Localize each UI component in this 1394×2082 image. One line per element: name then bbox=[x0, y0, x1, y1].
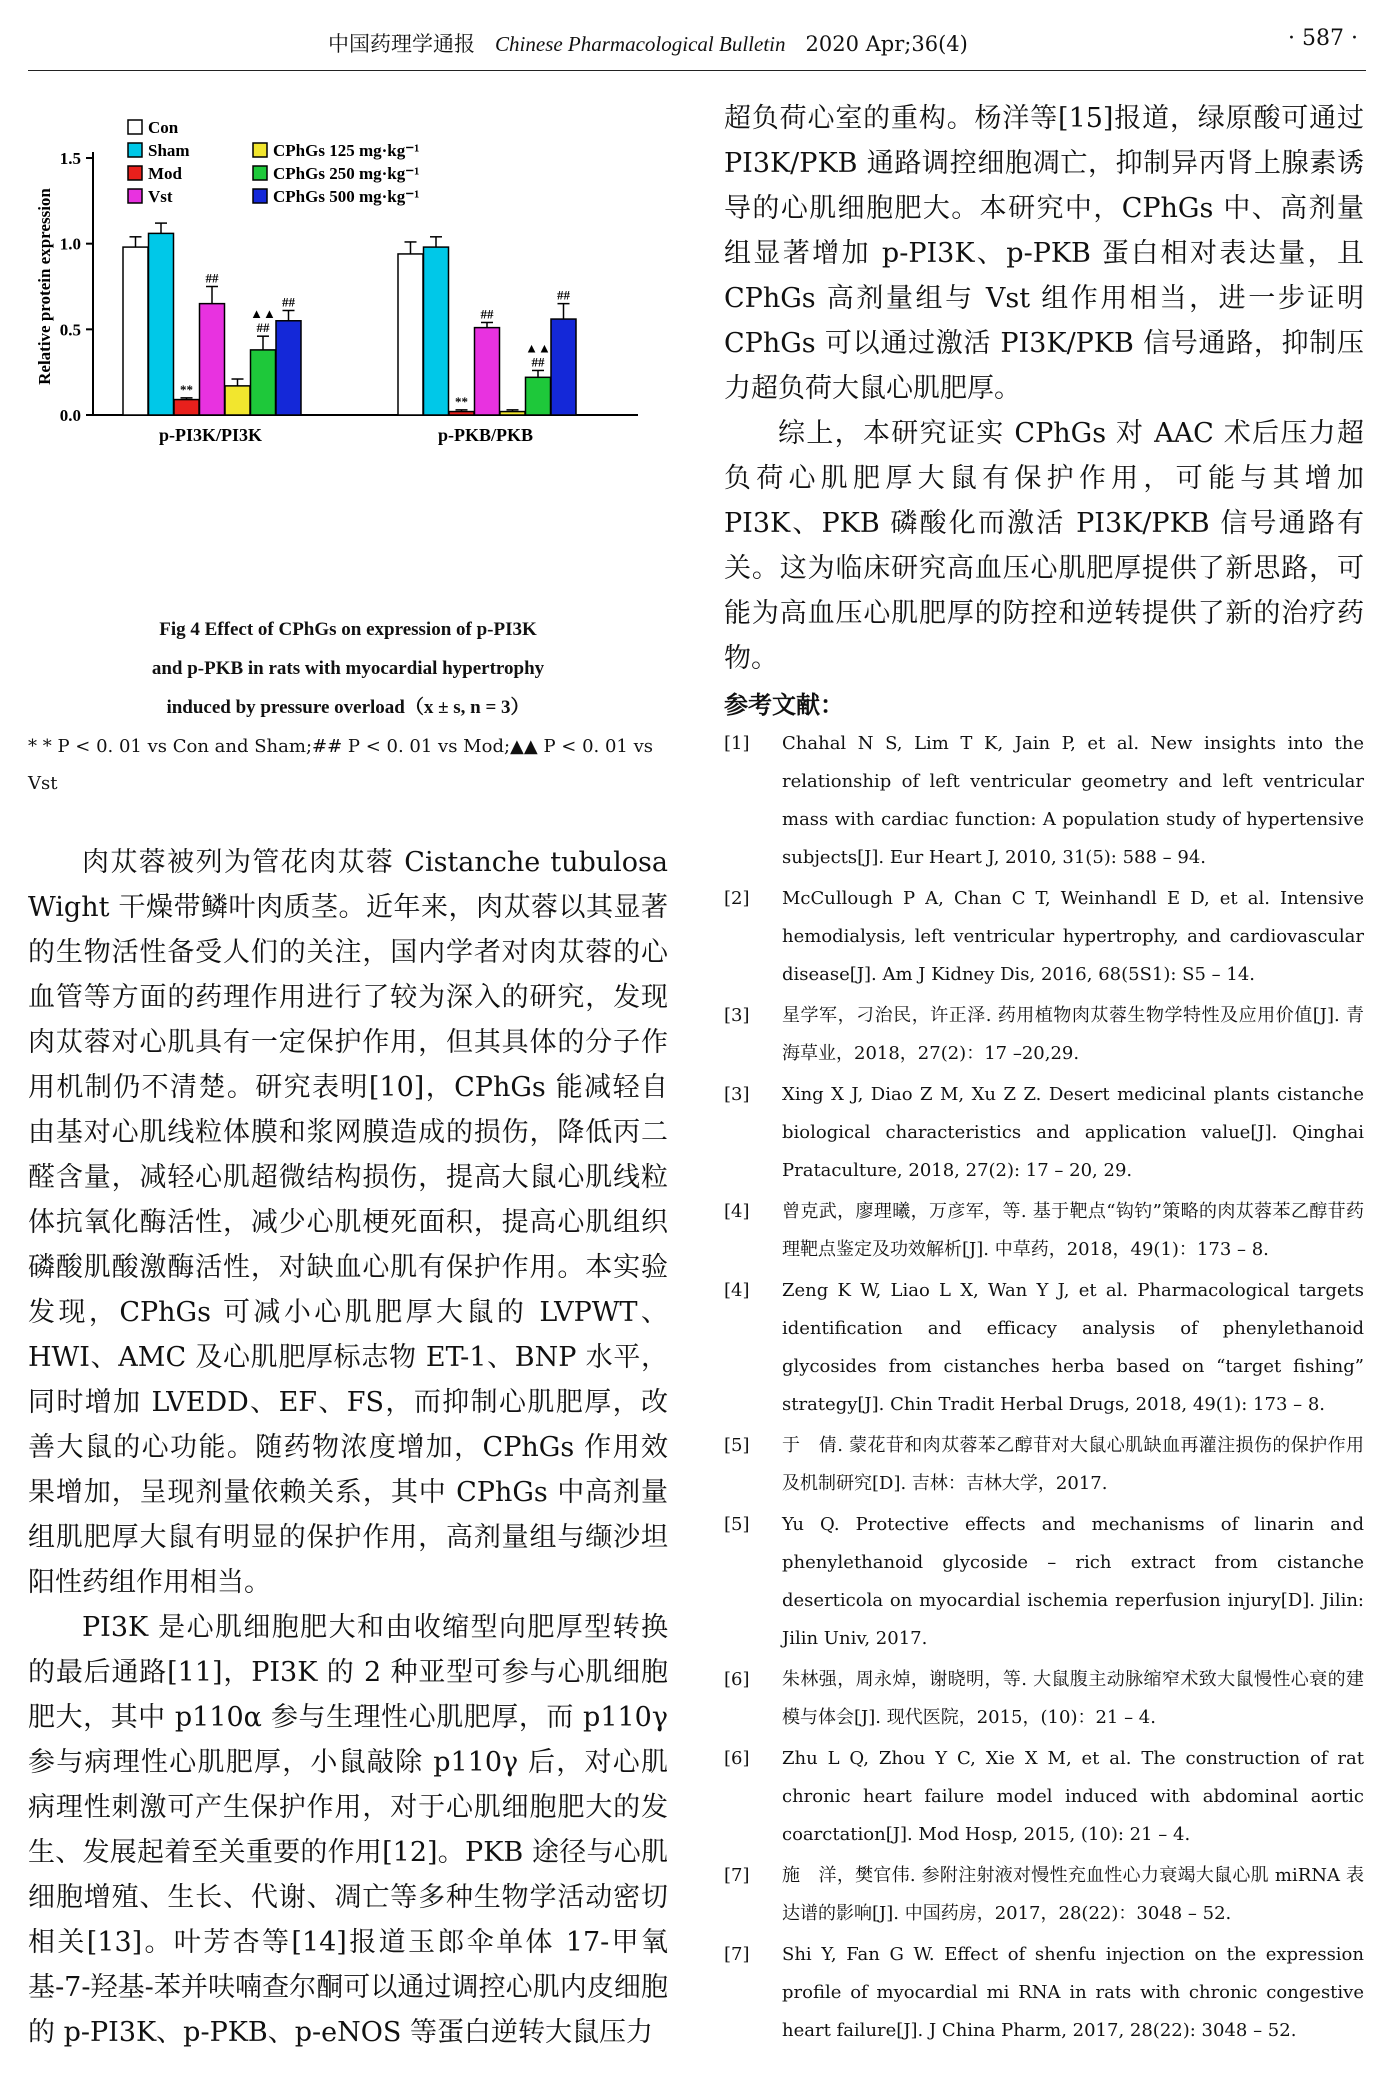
figure-caption bbox=[28, 610, 668, 727]
reference-text: Xing X J, Diao Z M, Xu Z Z. Desert medicinal plants cistanche biological characteristics and application value[J]. Qinghai Prataculture, 2018, 27(2): 17 – 20, 29. bbox=[782, 1084, 1364, 1181]
legend-swatch bbox=[128, 189, 142, 203]
significance-mark: ▲▲ bbox=[525, 340, 551, 356]
body-paragraph: 肉苁蓉被列为管花肉苁蓉 Cistanche tubulosa Wight 干燥带鳞叶肉质茎。近年来，肉苁蓉以其显著的生物活性备受人们的关注，国内学者对肉苁蓉的心血管等方面的药理作用进行了较为深入的研究，发现肉苁蓉对心肌具有一定保护作用，但其具体的分子作用机制仍不清楚。研究表明[10]，CPhGs 能减轻自由基对心肌线粒体膜和浆网膜造成的损伤，降低丙二醛含量，减轻心肌超微结构损伤，提高大鼠心肌线粒体抗氧化酶活性，减少心肌梗死面积，提高心肌组织磷酸肌酸激酶活性，对缺血心肌有保护作用。本实验发现，CPhGs 可减小心肌肥厚大鼠的 LVPWT、HWI、AMC 及心肌肥厚标志物 ET-1、BNP 水平，同时增加 LVEDD、EF、FS，而抑制心肌肥厚，改善大鼠的心功能。随药物浓度增加，CPhGs 作用效果增加，呈现剂量依赖关系，其中 CPhGs 中高剂量组肌肥厚大鼠有明显的保护作用，高剂量组与缬沙坦阳性药组作用相当。 bbox=[28, 847, 668, 1598]
significance-mark: ▲▲ bbox=[250, 306, 276, 322]
bar bbox=[551, 319, 576, 415]
significance-mark: ## bbox=[282, 294, 295, 310]
bar bbox=[251, 350, 276, 415]
reference-item bbox=[724, 1076, 1364, 1190]
reference-item bbox=[724, 1857, 1364, 1933]
reference-text: Zhu L Q, Zhou Y C, Xie X M, et al. The construction of rat chronic heart failure model induced with abdominal aortic coarctation[J]. Mod Hosp, 2015, (10): 21 – 4. bbox=[782, 1748, 1364, 1845]
y-tick-label: 0.0 bbox=[59, 406, 81, 425]
body-paragraph: PI3K 是心肌细胞肥大和由收缩型向肥厚型转换的最后通路[11]，PI3K 的 2 种亚型可参与心肌细胞肥大，其中 p110α 参与生理性心肌肥厚，而 p110γ 参与病理性心肌肥厚，小鼠敲除 p110γ 后，对心肌病理性刺激可产生保护作用，对于心肌细胞肥大的发生、发展起着至关重要的作用[12]。PKB 途径与心肌细胞增殖、生长、代谢、凋亡等多种生物学活动密切相关[13]。叶芳杏等[14]报道玉郎伞单体 17-甲氧基-7-羟基-苯并呋喃查尔酮可以通过调控心肌内皮细胞的 p-PI3K、p-PKB、p-eNOS 等蛋白逆转大鼠压力 bbox=[28, 1612, 668, 2048]
legend-label: CPhGs 500 mg·kg⁻¹ bbox=[273, 187, 420, 206]
reference-item bbox=[724, 1740, 1364, 1854]
bar bbox=[123, 247, 148, 415]
journal-info bbox=[328, 28, 968, 58]
reference-number: [5] bbox=[724, 1514, 750, 1535]
legend-swatch bbox=[128, 120, 142, 134]
reference-text: 施 洋，樊官伟. 参附注射液对慢性充血性心力衰竭大鼠心肌 miRNA 表达谱的影响[J]. 中国药房，2017，28(22)：3048 – 52. bbox=[782, 1865, 1364, 1924]
legend-label: Mod bbox=[148, 164, 182, 183]
reference-text: Shi Y, Fan G W. Effect of shenfu injection on the expression profile of myocardial mi RNA in rats with chronic congestive heart failure[J]. J China Pharm, 2017, 28(22): 3048 – 52. bbox=[782, 1944, 1364, 2041]
reference-number: [5] bbox=[724, 1435, 750, 1456]
reference-text: Chahal N S, Lim T K, Jain P, et al. New insights into the relationship of left ventricular geometry and left ventricular mass with cardiac function: A population study of hypertensive subjects[J]. Eur Heart J, 2010, 31(5): 588 – 94. bbox=[782, 733, 1364, 868]
journal-name-cn: 中国药理学通报 bbox=[328, 32, 475, 56]
reference-number: [3] bbox=[724, 1084, 750, 1105]
reference-number: [6] bbox=[724, 1748, 750, 1769]
reference-text: 朱林强，周永焯，谢晓明，等. 大鼠腹主动脉缩窄术致大鼠慢性心衰的建模与体会[J]. 现代医院，2015，(10)：21 – 4. bbox=[782, 1669, 1364, 1728]
significance-mark: ** bbox=[180, 381, 193, 397]
bar bbox=[526, 377, 551, 415]
bar bbox=[276, 321, 301, 415]
bar bbox=[200, 304, 225, 415]
reference-text: McCullough P A, Chan C T, Weinhandl E D, et al. Intensive hemodialysis, left ventricular hypertrophy, and cardiovascular disease[J]. Am J Kidney Dis, 2016, 68(5S1): S5 – 14. bbox=[782, 888, 1364, 985]
body-paragraph: 超负荷心室的重构。杨洋等[15]报道，绿原酸可通过 PI3K/PKB 通路调控细胞凋亡，抑制异丙肾上腺素诱导的心肌细胞肥大。本研究中，CPhGs 中、高剂量组显著增加 p-PI3K、p-PKB 蛋白相对表达量，且 CPhGs 高剂量组与 Vst 组作用相当，进一步证明 CPhGs 可以通过激活 PI3K/PKB 信号通路，抑制压力超负荷大鼠心肌肥厚。 bbox=[724, 103, 1364, 404]
y-tick-label: 1.0 bbox=[59, 234, 81, 254]
legend-label: Sham bbox=[148, 141, 190, 160]
bar bbox=[225, 386, 250, 415]
reference-item bbox=[724, 725, 1364, 877]
reference-number: [4] bbox=[724, 1201, 750, 1222]
figure-note: * * P < 0. 01 vs Con and Sham;## P < 0. 01 vs Mod;▲▲ P < 0. 01 vs Vst bbox=[28, 736, 654, 794]
significance-mark: ## bbox=[531, 354, 545, 370]
legend-swatch bbox=[128, 166, 142, 180]
legend-swatch bbox=[128, 143, 142, 157]
reference-number: [1] bbox=[724, 733, 750, 754]
reference-item bbox=[724, 1506, 1364, 1658]
reference-item bbox=[724, 880, 1364, 994]
reference-item bbox=[724, 1936, 1364, 2050]
reference-number: [7] bbox=[724, 1944, 750, 1965]
reference-number: [3] bbox=[724, 1005, 750, 1026]
significance-mark: ## bbox=[480, 306, 494, 322]
references-title: 参考文献： bbox=[724, 690, 844, 719]
left-column-text bbox=[28, 840, 668, 2055]
right-column-text bbox=[724, 96, 1364, 681]
significance-mark: ## bbox=[557, 287, 570, 303]
bar-chart bbox=[28, 118, 668, 588]
significance-mark: ## bbox=[256, 320, 270, 336]
reference-number: [4] bbox=[724, 1280, 750, 1301]
legend-label: Con bbox=[148, 118, 179, 137]
legend-label: CPhGs 125 mg·kg⁻¹ bbox=[273, 141, 420, 160]
reference-item bbox=[724, 1427, 1364, 1503]
caption-line-3: induced by pressure overload（x ± s, n = 3） bbox=[166, 697, 530, 718]
journal-issue: 2020 Apr;36(4) bbox=[805, 32, 968, 56]
reference-number: [7] bbox=[724, 1865, 750, 1886]
reference-text: 于 倩. 蒙花苷和肉苁蓉苯乙醇苷对大鼠心肌缺血再灌注损伤的保护作用及机制研究[D]. 吉林：吉林大学，2017. bbox=[782, 1435, 1364, 1494]
bar bbox=[174, 400, 199, 415]
body-paragraph: 综上，本研究证实 CPhGs 对 AAC 术后压力超负荷心肌肥厚大鼠有保护作用，可能与其增加 PI3K、PKB 磷酸化而激活 PI3K/PKB 信号通路有关。这为临床研究高血压心肌肥厚提供了新思路，可能为高血压心肌肥厚的防控和逆转提供了新的治疗药物。 bbox=[724, 418, 1364, 674]
significance-mark: ## bbox=[205, 270, 219, 286]
reference-item bbox=[724, 1193, 1364, 1269]
reference-text: 星学军，刁治民，许正泽. 药用植物肉苁蓉生物学特性及应用价值[J]. 青海草业，2018，27(2)：17 –20,29. bbox=[782, 1005, 1364, 1064]
bar bbox=[398, 254, 423, 415]
reference-item bbox=[724, 997, 1364, 1073]
y-tick-label: 0.5 bbox=[59, 320, 81, 340]
running-header bbox=[28, 24, 1366, 71]
bar bbox=[500, 412, 525, 415]
journal-name-en: Chinese Pharmacological Bulletin bbox=[495, 32, 786, 56]
bar bbox=[449, 412, 474, 415]
caption-line-2: and p-PKB in rats with myocardial hypertrophy bbox=[151, 658, 545, 679]
bar bbox=[475, 328, 500, 415]
significance-mark: ** bbox=[455, 393, 468, 409]
reference-text: Yu Q. Protective effects and mechanisms of linarin and phenylethanoid glycoside – rich extract from cistanche deserticola on myocardial ischemia reperfusion injury[D]. Jilin: Jilin Univ, 2017. bbox=[782, 1514, 1364, 1649]
reference-text: Zeng K W, Liao L X, Wan Y J, et al. Pharmacological targets identification and efficacy analysis of phenylethanoid glycosides from cistanches herba based on “target fishing” strategy[J]. Chin Tradit Herbal Drugs, 2018, 49(1): 173 – 8. bbox=[782, 1280, 1364, 1415]
legend-swatch bbox=[253, 166, 267, 180]
reference-number: [6] bbox=[724, 1669, 750, 1690]
reference-item bbox=[724, 1272, 1364, 1424]
caption-line-1: Fig 4 Effect of CPhGs on expression of p-PI3K bbox=[159, 619, 537, 640]
legend-label: Vst bbox=[148, 187, 173, 206]
y-tick-label: 1.5 bbox=[59, 149, 81, 168]
legend-swatch bbox=[253, 143, 267, 157]
reference-item bbox=[724, 1661, 1364, 1737]
page-number: · 587 · bbox=[1288, 26, 1358, 51]
bar bbox=[149, 233, 174, 415]
legend-label: CPhGs 250 mg·kg⁻¹ bbox=[273, 164, 420, 183]
reference-list bbox=[724, 725, 1364, 2053]
legend-swatch bbox=[253, 189, 267, 203]
y-axis-label: Relative protein expression bbox=[35, 188, 54, 385]
category-label: p-PI3K/PI3K bbox=[158, 425, 263, 445]
reference-number: [2] bbox=[724, 888, 750, 909]
bar bbox=[424, 247, 449, 415]
reference-text: 曾克武，廖理曦，万彦军，等. 基于靶点“钩钓”策略的肉苁蓉苯乙醇苷药理靶点鉴定及功效解析[J]. 中草药，2018，49(1)：173 – 8. bbox=[782, 1201, 1364, 1260]
category-label: p-PKB/PKB bbox=[437, 425, 534, 445]
